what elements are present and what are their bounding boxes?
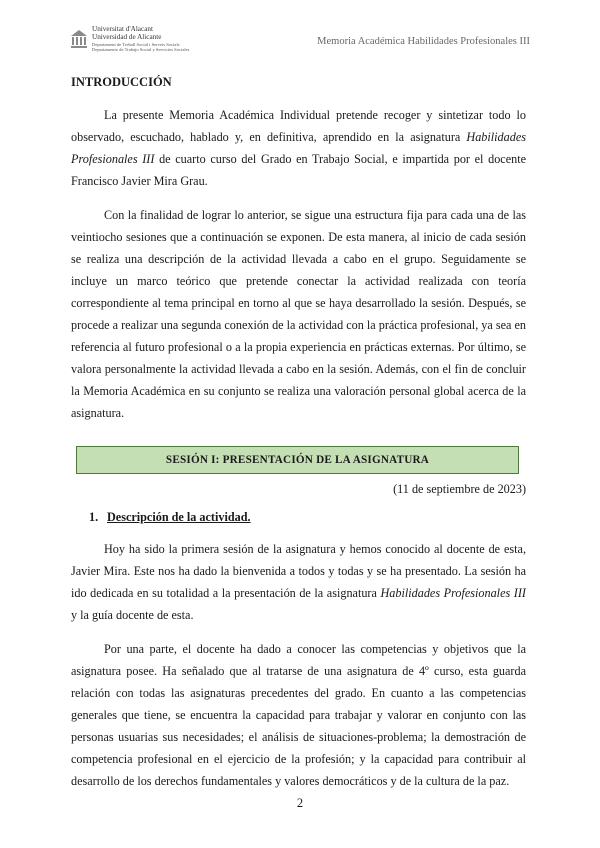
section-title: Descripción de la actividad. (107, 510, 251, 524)
section-paragraph-1 (71, 538, 526, 626)
page-header (70, 26, 530, 58)
page-number: 2 (296, 796, 304, 810)
logo-text (92, 26, 189, 52)
section-number: 1. (89, 510, 99, 524)
section-paragraph-2: Por una parte, el docente ha dado a conocer las competencias y objetivos que la asignatura posee. Ha señalado que al tratarse de una asignatura de 4º curso, esta guarda relación con todas las asignaturas precedentes del grado. En cuanto a las competencias generales que tiene, se encuentra la capacidad para trabajar y valorar en conjunto con las personas usuarias sus necesidades; el análisis de situaciones-problema; la demostración de competencia profesional en el ejercicio de la profesión; y la capacidad para contribuir al desarrollo de los derechos fundamentales y valores democráticos y de la cultura de la paz. (71, 642, 526, 788)
section-heading (89, 508, 526, 526)
intro-paragraph-1 (71, 104, 526, 192)
university-name-spanish: Universidad de Alicante (92, 32, 162, 41)
session-title-box (76, 446, 519, 474)
section-p1-text-after: y la guía docente de esta. (71, 608, 194, 622)
department-name-spanish: Departamento de Trabajo Social y Servicios Sociales (92, 47, 190, 52)
section-p1-text-before: Hoy ha sido la primera sesión de la asignatura y hemos conocido al docente de esta, Javier Mira. Este nos ha dado la bienvenida a todos y todas y se ha presentado. La sesión ha ido dedicada en su totalidad a la presentación de la asignatura (71, 542, 526, 600)
university-seal-icon (70, 29, 88, 49)
section-p1-course-name: Habilidades Profesionales III (380, 586, 526, 600)
page-content (71, 74, 526, 792)
intro-p1-course-name: Habilidades Profesionales III (71, 130, 526, 166)
running-header-title: Memoria Académica Habilidades Profesionales III (317, 36, 530, 47)
intro-heading: INTRODUCCIÓN (71, 75, 172, 89)
session-date: (11 de septiembre de 2023) (393, 482, 526, 496)
university-name-valencian: Universitat d'Alacant (92, 25, 153, 33)
department-name-valencian: Departament de Treball Social i Serveis Socials (92, 41, 180, 47)
intro-p1-text-before: La presente Memoria Académica Individual pretende recoger y sintetizar todo lo observado, escuchado, hablado y, en definitiva, aprendido en la asignatura (71, 108, 526, 144)
session-title: SESIÓN I: PRESENTACIÓN DE LA ASIGNATURA (165, 454, 430, 466)
intro-paragraph-2: Con la finalidad de lograr lo anterior, se sigue una estructura fija para cada una de las veintiocho sesiones que a continuación se exponen. De esta manera, al inicio de cada sesión se realiza una descripción de la actividad llevada a cabo en el grupo. Seguidamente se incluye un marco teórico que pretende conectar la actividad realizada con teoría correspondiente al tema principal en torno al que se haya desarrollado la sesión. Después, se procede a realizar una segunda conexión de la actividad con la práctica profesional, ya sea en referencia al futuro profesional o a la propia experiencia en prácticas externas. Por último, se valora personalmente la actividad llevada a cabo en la sesión. Además, con el fin de concluir la Memoria Académica en su conjunto se realiza una valoración personal global acerca de la asignatura. (71, 208, 526, 420)
university-logo (70, 26, 190, 56)
intro-p1-text-after: de cuarto curso del Grado en Trabajo Social, e impartida por el docente Francisco Javier Mira Grau. (71, 152, 527, 188)
